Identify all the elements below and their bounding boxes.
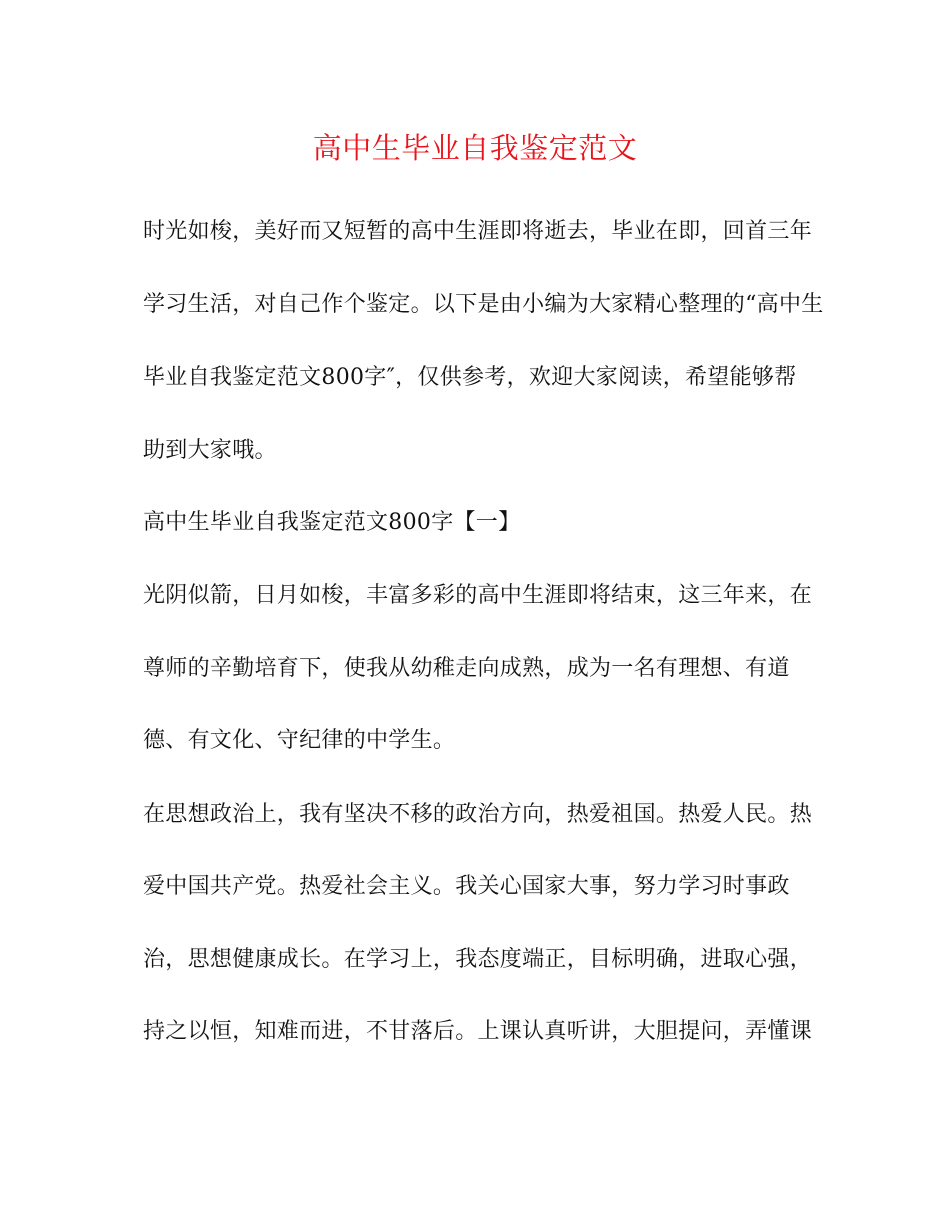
body-line: 毕业自我鉴定范文800字″，仅供参考，欢迎大家阅读，希望能够帮 xyxy=(143,365,797,390)
body-line: 在思想政治上，我有坚决不移的政治方向，热爱祖国。热爱人民。热 xyxy=(143,802,813,827)
body-line: 德、有文化、守纪律的中学生。 xyxy=(143,728,456,753)
body-line: 学习生活，对自己作个鉴定。以下是由小编为大家精心整理的“高中生 xyxy=(143,292,824,317)
body-line: 持之以恒，知难而进，不甘落后。上课认真听讲，大胆提问，弄懂课 xyxy=(143,1019,813,1044)
body-line: 治，思想健康成长。在学习上，我态度端正，目标明确，进取心强， xyxy=(143,947,813,972)
section-heading: 高中生毕业自我鉴定范文800字【一】 xyxy=(143,510,521,535)
body-line: 光阴似箭，日月如梭，丰富多彩的高中生涯即将结束，这三年来，在 xyxy=(143,583,813,608)
document-title: 高中生毕业自我鉴定范文 xyxy=(312,131,638,165)
body-line: 尊师的辛勤培育下，使我从幼稚走向成熟，成为一名有理想、有道 xyxy=(143,656,790,681)
body-line: 爱中国共产党。热爱社会主义。我关心国家大事，努力学习时事政 xyxy=(143,874,790,899)
body-line: 助到大家哦。 xyxy=(143,438,277,463)
body-line: 时光如梭，美好而又短暂的高中生涯即将逝去，毕业在即，回首三年 xyxy=(143,219,813,244)
